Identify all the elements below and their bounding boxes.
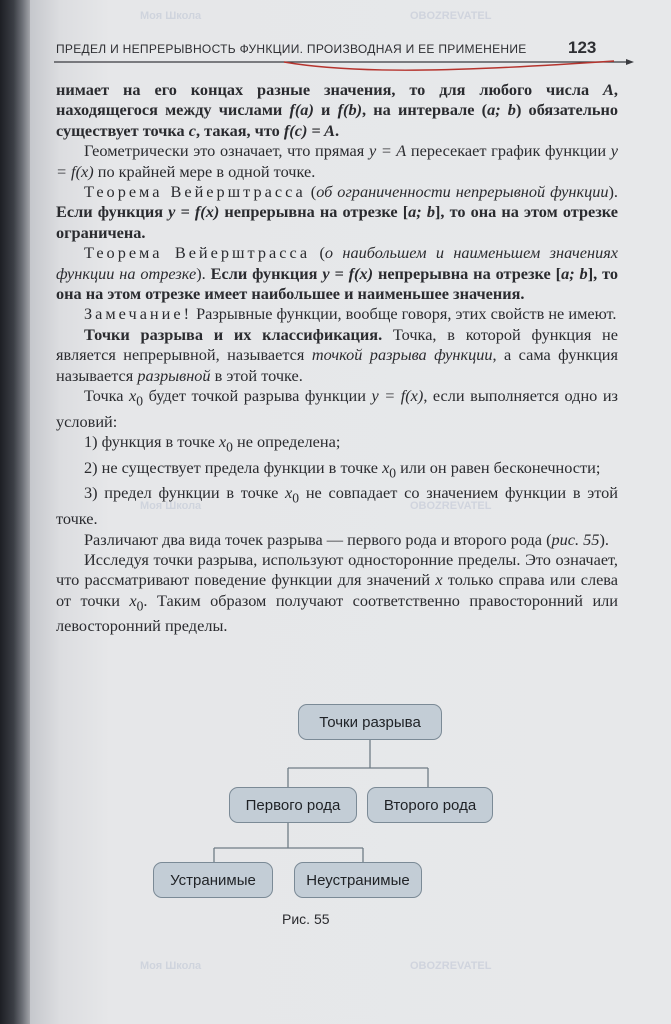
paragraph-conditions-intro: Точка $x_0$ будет точкой разрыва функции y = f(x), если выполняется одно из условий:: [56, 386, 618, 431]
watermark-moya-shkola: Моя Школа: [140, 960, 202, 972]
paragraph-theorem-intermediate: нимает на его концах разные значения, то для любого числа A, находящегося между числами f(a) и f(b), на интервале (a; b) обязательно существует точка c, такая, что f(c) = A.: [56, 80, 618, 140]
paragraph-remark: Замечание! Разрывные функции, вообще говоря, этих свойств не имеют.: [84, 304, 617, 324]
book-page: [30, 0, 671, 1024]
watermark-obozrevatel: OBOZREVATEL: [410, 960, 492, 972]
body-text: [56, 80, 618, 637]
node-discontinuity-points: Точки разрыва: [298, 704, 442, 740]
paragraph-discontinuity-def: Точки разрыва и их классификация. Точка, в которой функция не является непрерывной, называется точкой разрыва функции, а сама функция называется разрывной в этой точке.: [56, 324, 619, 385]
condition-2: 2) не существует предела функции в точке $x_0$ или он равен бесконечности;: [84, 457, 601, 481]
node-first-kind: Первого рода: [229, 787, 357, 823]
condition-3: 3) предел функции в точке $x_0$ не совпадает со значением функции в этой точке.: [56, 483, 618, 529]
node-non-removable: Неустранимые: [294, 862, 422, 898]
watermark-obozrevatel: OBOZREVATEL: [410, 500, 492, 512]
node-removable: Устранимые: [153, 862, 273, 898]
watermark-moya-shkola: Моя Школа: [140, 10, 202, 22]
book-spine: [0, 0, 30, 1024]
figure-caption: Рис. 55: [282, 911, 330, 927]
paragraph-geometric: Геометрически это означает, что прямая y = A пересекает график функции y = f(x) по крайней мере в одной точке.: [56, 141, 619, 181]
running-title: ПРЕДЕЛ И НЕПРЕРЫВНОСТЬ ФУНКЦИИ. ПРОИЗВОДНАЯ И ЕЕ ПРИМЕНЕНИЕ: [56, 42, 527, 56]
paragraph-weierstrass-bounded: Теорема Вейерштрасса (об ограниченности непрерывной функции). Если функция y = f(x) непрерывна на отрезке [a; b], то она на этом отрезке ограничена.: [56, 182, 618, 242]
paragraph-weierstrass-extreme: Теорема Вейерштрасса (о наибольшем и наименьшем значениях функции на отрезке). Если функция y = f(x) непрерывна на отрезке [a; b], то она на этом отрезке имеет наибольшее и наименьшее значения.: [56, 243, 618, 304]
paragraph-one-sided-limits: Исследуя точки разрыва, используют односторонние пределы. Это означает, что рассматривают поведение функции для значений x только справа или слева от точки $x_0$. Таким образом получают соответственно правосторонний или левосторонний пределы.: [56, 549, 619, 636]
watermark-moya-shkola: Моя Школа: [140, 500, 202, 512]
watermark-obozrevatel: OBOZREVATEL: [410, 10, 492, 22]
node-second-kind: Второго рода: [367, 787, 493, 823]
condition-1: 1) функция в точке $x_0$ не определена;: [84, 432, 341, 455]
page-number: 123: [568, 38, 597, 57]
header-rule: [54, 58, 634, 72]
paragraph-two-kinds: Различают два вида точек разрыва — первого рода и второго рода (рис. 55).: [84, 529, 609, 549]
